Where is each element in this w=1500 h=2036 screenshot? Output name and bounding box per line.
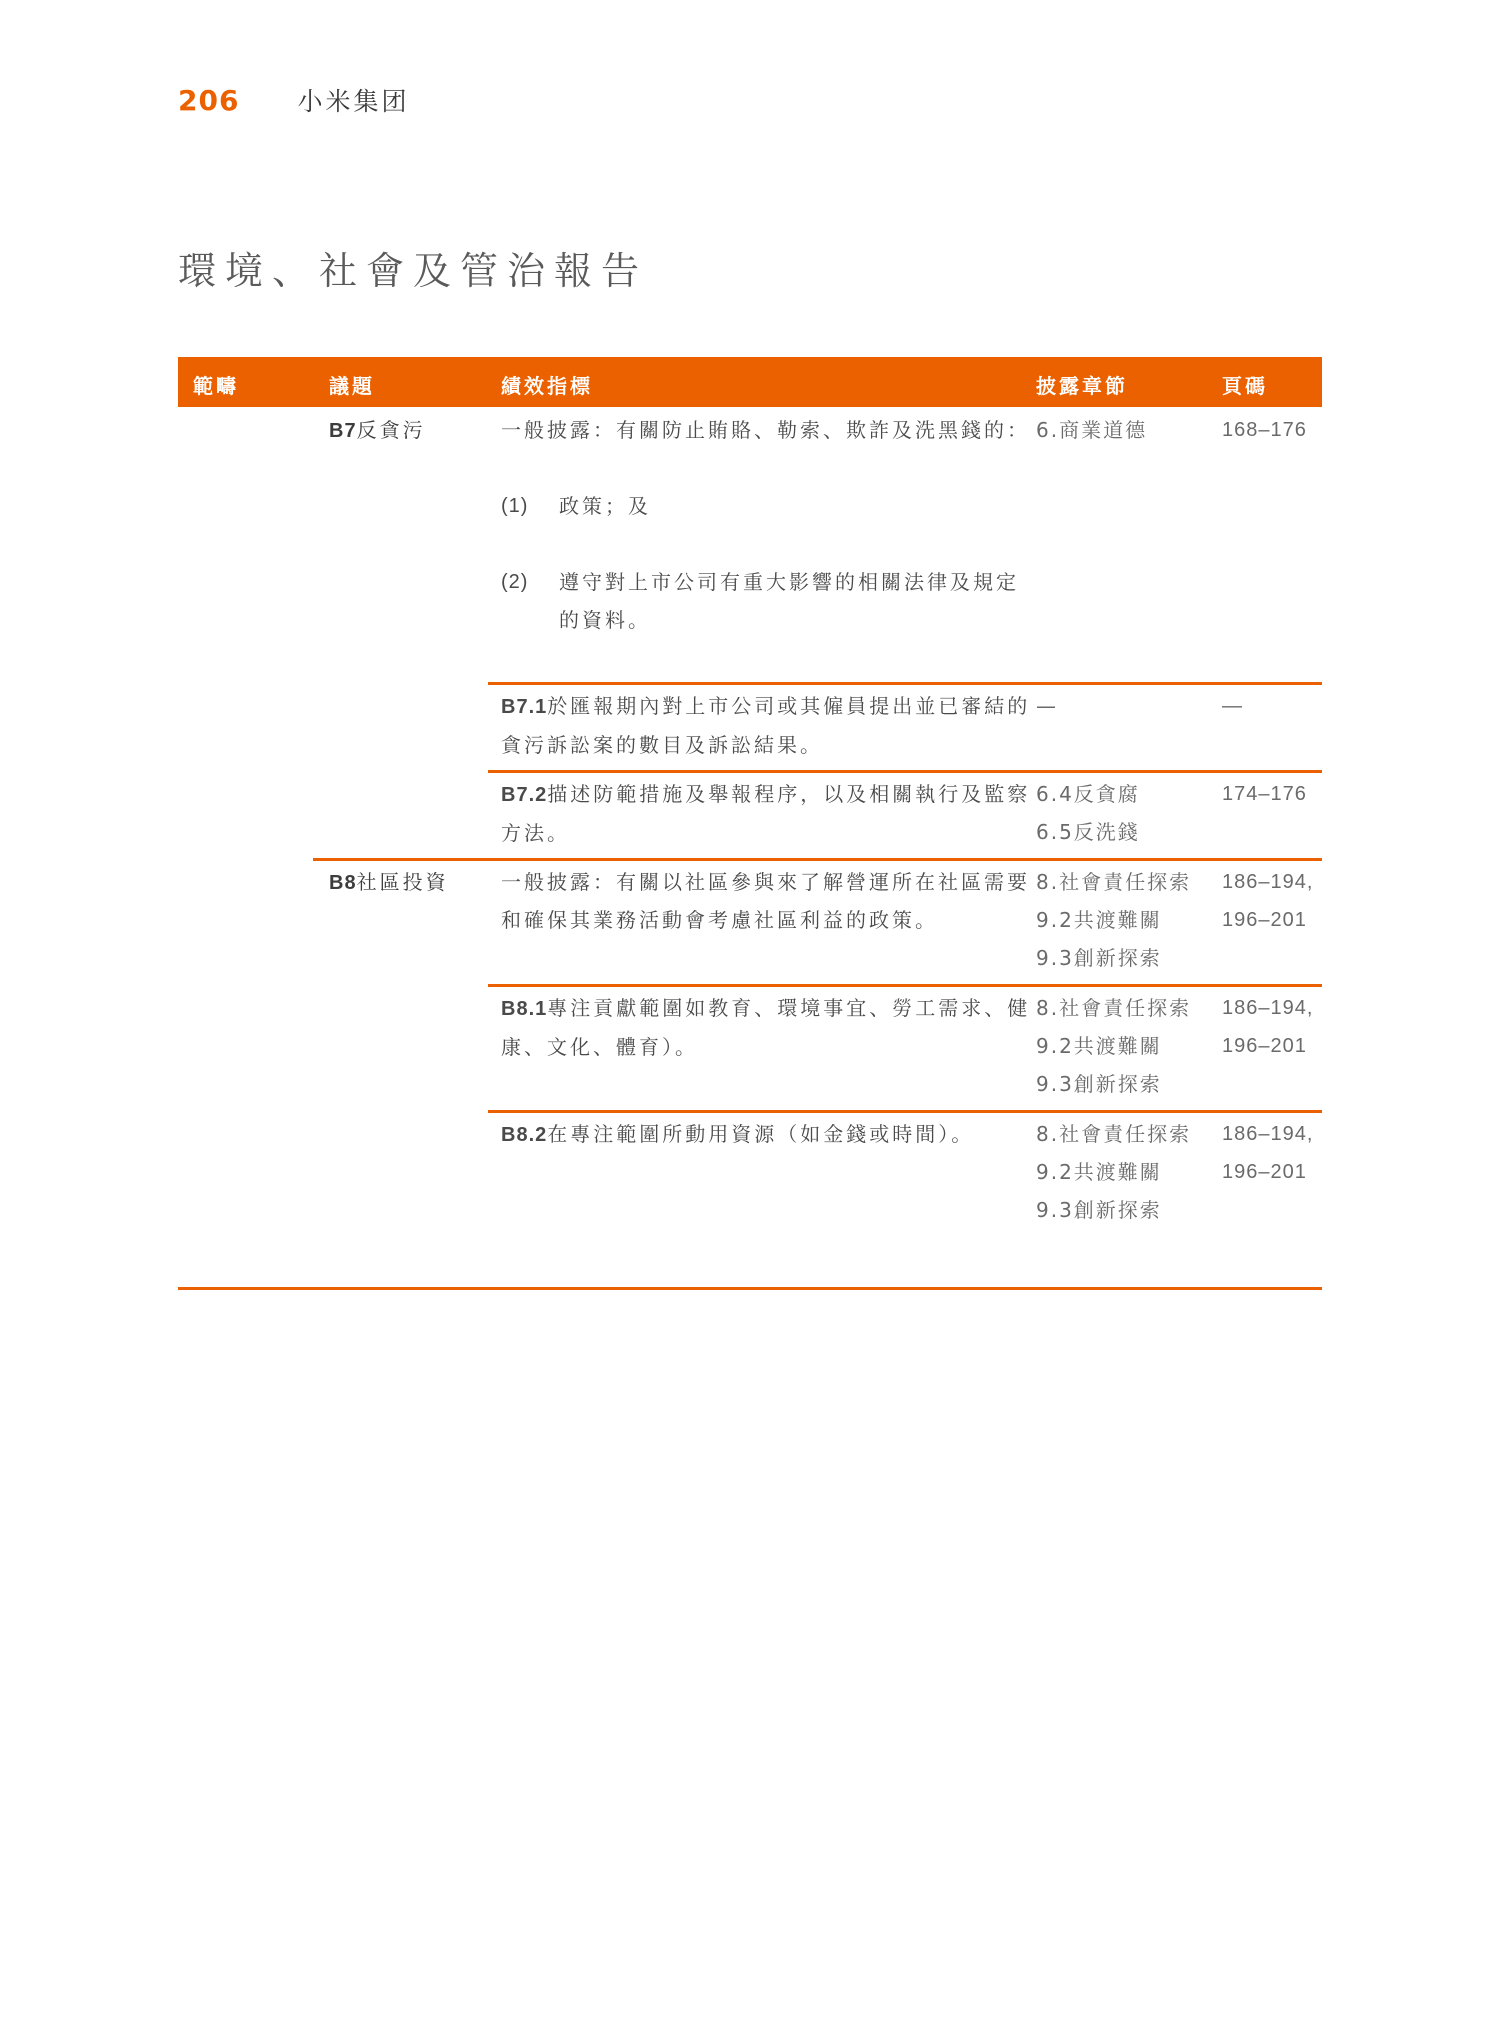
row-divider xyxy=(488,984,1322,987)
page-number: 206 xyxy=(178,84,240,117)
list-item-text: 政策；及 xyxy=(559,494,651,518)
page-b7-1: — xyxy=(1222,695,1243,717)
topic-divider xyxy=(313,858,1322,861)
kpi-b7-1 xyxy=(501,687,1031,764)
topic-name: 反貪污 xyxy=(356,418,426,442)
list-item xyxy=(501,563,1031,639)
column-header-topic: 議題 xyxy=(329,374,375,398)
page-b7-2: 174–176 xyxy=(1222,783,1307,805)
page-b7-general: 168–176 xyxy=(1222,419,1307,441)
section-b8-1 xyxy=(1036,989,1222,1103)
kpi-text: 描述防範措施及舉報程序，以及相關執行及監察方法。 xyxy=(501,782,1031,845)
section-line: 9.2共渡難關 xyxy=(1036,1034,1162,1058)
page-b8-1 xyxy=(1222,989,1322,1065)
page-b8-2 xyxy=(1222,1115,1322,1191)
page-line: 196–201 xyxy=(1222,1035,1307,1057)
kpi-b7-general xyxy=(501,411,1031,639)
topic-code: B8 xyxy=(329,872,357,894)
section-line: 9.2共渡難關 xyxy=(1036,908,1162,932)
list-item-number: (1) xyxy=(501,495,529,517)
row-divider xyxy=(488,770,1322,773)
company-name: 小米集团 xyxy=(297,87,410,116)
row-divider xyxy=(488,1110,1322,1113)
page-line: 186–194, xyxy=(1222,871,1314,893)
page-line: 186–194, xyxy=(1222,1123,1314,1145)
row-divider xyxy=(488,682,1322,685)
kpi-b8-general: 一般披露：有關以社區參與來了解營運所在社區需要和確保其業務活動會考慮社區利益的政策。 xyxy=(501,870,1030,932)
report-title: 環境、社會及管治報告 xyxy=(178,249,649,293)
section-line: 9.3創新探索 xyxy=(1036,1072,1162,1096)
kpi-code: B8.1 xyxy=(501,998,548,1020)
section-line: 9.2共渡難關 xyxy=(1036,1160,1162,1184)
section-line: 9.3創新探索 xyxy=(1036,946,1162,970)
section-b7-2 xyxy=(1036,775,1222,851)
section-b8-general xyxy=(1036,863,1222,977)
kpi-text: 在專注範圍所動用資源（如金錢或時間）。 xyxy=(547,1122,975,1146)
section-line: 9.3創新探索 xyxy=(1036,1198,1162,1222)
kpi-b8-1 xyxy=(501,989,1031,1066)
page-b8-general xyxy=(1222,863,1322,939)
column-header-section: 披露章節 xyxy=(1036,374,1128,398)
section-b7-1: — xyxy=(1036,694,1058,718)
section-b8-2 xyxy=(1036,1115,1222,1229)
topic-name: 社區投資 xyxy=(356,870,449,894)
kpi-code: B7.2 xyxy=(501,784,548,806)
topic-b8 xyxy=(329,863,449,902)
list-item-text: 遵守對上市公司有重大影響的相關法律及規定的資料。 xyxy=(559,570,1019,632)
column-header-scope: 範疇 xyxy=(193,374,239,398)
kpi-b8-2 xyxy=(501,1115,1031,1154)
page-line: 196–201 xyxy=(1222,1161,1307,1183)
section-line: 8.社會責任探索 xyxy=(1036,870,1192,894)
section-line: 8.社會責任探索 xyxy=(1036,996,1192,1020)
section-line: 6.4反貪腐 xyxy=(1036,782,1140,806)
list-item xyxy=(501,487,1031,525)
kpi-text: 一般披露：有關防止賄賂、勒索、欺詐及洗黑錢的： xyxy=(501,418,1030,442)
page-header xyxy=(178,82,409,118)
kpi-b7-2 xyxy=(501,775,1031,852)
page-line: 186–194, xyxy=(1222,997,1314,1019)
section-b7-general: 6.商業道德 xyxy=(1036,418,1148,442)
kpi-text: 於匯報期內對上市公司或其僱員提出並已審結的貪污訴訟案的數目及訴訟結果。 xyxy=(501,694,1031,757)
section-line: 8.社會責任探索 xyxy=(1036,1122,1192,1146)
section-line: 6.5反洗錢 xyxy=(1036,820,1140,844)
table-header xyxy=(178,357,1322,407)
kpi-text: 專注貢獻範圍如教育、環境事宜、勞工需求、健康、文化、體育）。 xyxy=(501,996,1031,1059)
table-body xyxy=(178,407,1322,1290)
esg-index-table xyxy=(178,357,1322,1290)
topic-code: B7 xyxy=(329,420,357,442)
kpi-code: B7.1 xyxy=(501,696,548,718)
topic-b7 xyxy=(329,411,426,450)
column-header-kpi: 績效指標 xyxy=(501,374,593,398)
page-line: 196–201 xyxy=(1222,909,1307,931)
list-item-number: (2) xyxy=(501,571,529,593)
kpi-code: B8.2 xyxy=(501,1124,548,1146)
column-header-page: 頁碼 xyxy=(1222,374,1268,398)
